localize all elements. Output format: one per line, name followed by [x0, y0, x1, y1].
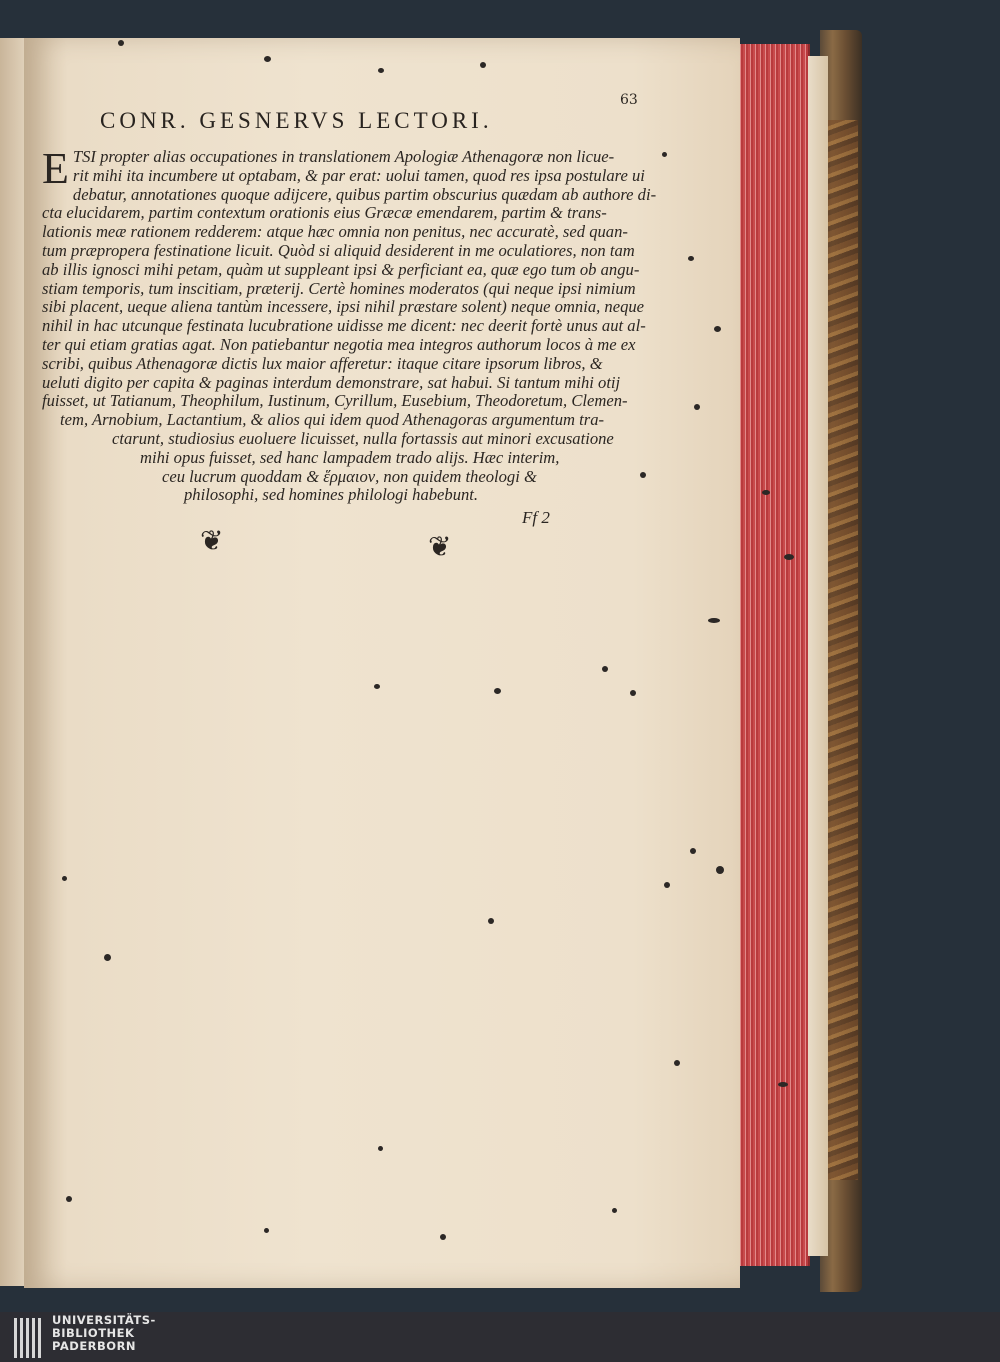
worm-hole	[480, 62, 486, 68]
worm-hole	[714, 326, 721, 332]
text-line: ctarunt, studiosius euoluere licuisset, nulla fortassis aut minori excusatione	[112, 428, 614, 448]
text-line: ueluti digito per capita & paginas interdum demonstrare, sat habui. Si tantum mihi otij	[42, 372, 621, 392]
worm-hole	[630, 690, 636, 696]
fleuron-ornament: ❦	[200, 524, 224, 557]
worm-hole	[664, 882, 670, 888]
worm-hole	[378, 68, 384, 73]
worm-hole	[674, 1060, 680, 1066]
text-line: philosophi, sed homines philologi habebunt.	[184, 485, 479, 505]
worm-hole	[778, 1082, 788, 1087]
worm-hole	[602, 666, 608, 672]
red-page-edges	[738, 44, 810, 1266]
worm-hole	[62, 876, 67, 881]
signature-mark: Ff 2	[522, 508, 550, 527]
text-line: fuisset, ut Tatianum, Theophilum, Iustinum, Cyrillum, Eusebium, Theodoretum, Clemen-	[42, 391, 628, 411]
page-block-edge	[808, 56, 828, 1256]
worm-hole	[66, 1196, 72, 1202]
page-heading: CONR. GESNERVS LECTORI.	[100, 108, 493, 133]
worm-hole	[264, 1228, 269, 1233]
marbled-cover	[828, 120, 858, 1180]
worm-hole	[690, 848, 696, 854]
text-line: rit mihi ita incumbere ut optabam, & par erat: uolui tamen, quod res ipsa postulare ui	[72, 165, 645, 185]
text-line: nihil in hac utcunque festinata lucubratione uidisse me dicent: nec deerit fortè unus aut al-	[42, 316, 646, 336]
library-logo-text	[52, 1314, 156, 1353]
worm-hole	[612, 1208, 617, 1213]
worm-hole	[440, 1234, 446, 1240]
text-line: debatur, annotationes quoque adijcere, quibus partim obscurius quædam ab authore di-	[72, 184, 657, 204]
text-line: tum præpropera festinatione licuit. Quòd si aliquid desiderent in me oculatiores, non tam	[42, 240, 635, 260]
worm-hole	[264, 56, 271, 62]
worm-hole	[118, 40, 124, 46]
worm-hole	[104, 954, 111, 961]
text-line: lationis meæ rationem redderem: atque hæc omnia non penitus, nec accuratè, sed quan-	[42, 222, 628, 242]
text-line: ab illis ignosci mihi petam, quàm ut suppleant ipsi & perficiant ea, quæ ego tum ob angu-	[42, 259, 640, 279]
text-line: ceu lucrum quoddam & ἕρμαιον, non quidem theologi &	[162, 466, 537, 486]
drop-cap: E	[42, 144, 69, 193]
text-line: cta elucidarem, partim contextum orationis eius Græcæ emendarem, partim & trans-	[42, 203, 607, 223]
worm-hole	[784, 554, 794, 560]
worm-hole	[494, 688, 501, 694]
text-line: sibi placent, ueque aliena tantùm incessere, ipsi nihil præstare solent) neque omnia, neque	[42, 297, 645, 317]
worm-hole	[688, 256, 694, 261]
library-logo-icon	[14, 1318, 44, 1358]
worm-hole	[374, 684, 380, 689]
text-line: stiam temporis, tum inscitiam, præterij. Certè homines moderatos (qui neque ipsi nimium	[42, 278, 636, 298]
worm-hole	[378, 1146, 383, 1151]
logo-line: PADERBORN	[52, 1339, 137, 1353]
worm-hole	[488, 918, 494, 924]
fleuron-ornament: ❦	[428, 530, 452, 563]
text-line: ter qui etiam gratias agat. Non patiebantur negotia mea integros authorum locos à me ex	[42, 334, 636, 354]
text-line: scribi, quibus Athenagoræ dictis lux maior afferetur: itaque citare ipsorum libros, &	[42, 353, 603, 373]
body-text	[42, 144, 657, 505]
worm-hole	[716, 866, 724, 874]
worm-hole	[694, 404, 700, 410]
text-line: TSI propter alias occupationes in translationem Apologiæ Athenagoræ non licue-	[72, 147, 615, 166]
worm-hole	[662, 152, 667, 157]
text-line: tem, Arnobium, Lactantium, & alios qui idem quod Athenagoras argumentum tra-	[60, 410, 605, 430]
page-number: 63	[620, 92, 638, 108]
text-line: mihi opus fuisset, sed hanc lampadem trado alijs. Hæc interim,	[140, 447, 560, 467]
logo-line: BIBLIOTHEK	[52, 1326, 135, 1340]
logo-line: UNIVERSITÄTS-	[52, 1313, 156, 1327]
worm-hole	[640, 472, 646, 478]
worm-hole	[762, 490, 770, 495]
worm-hole	[708, 618, 720, 623]
